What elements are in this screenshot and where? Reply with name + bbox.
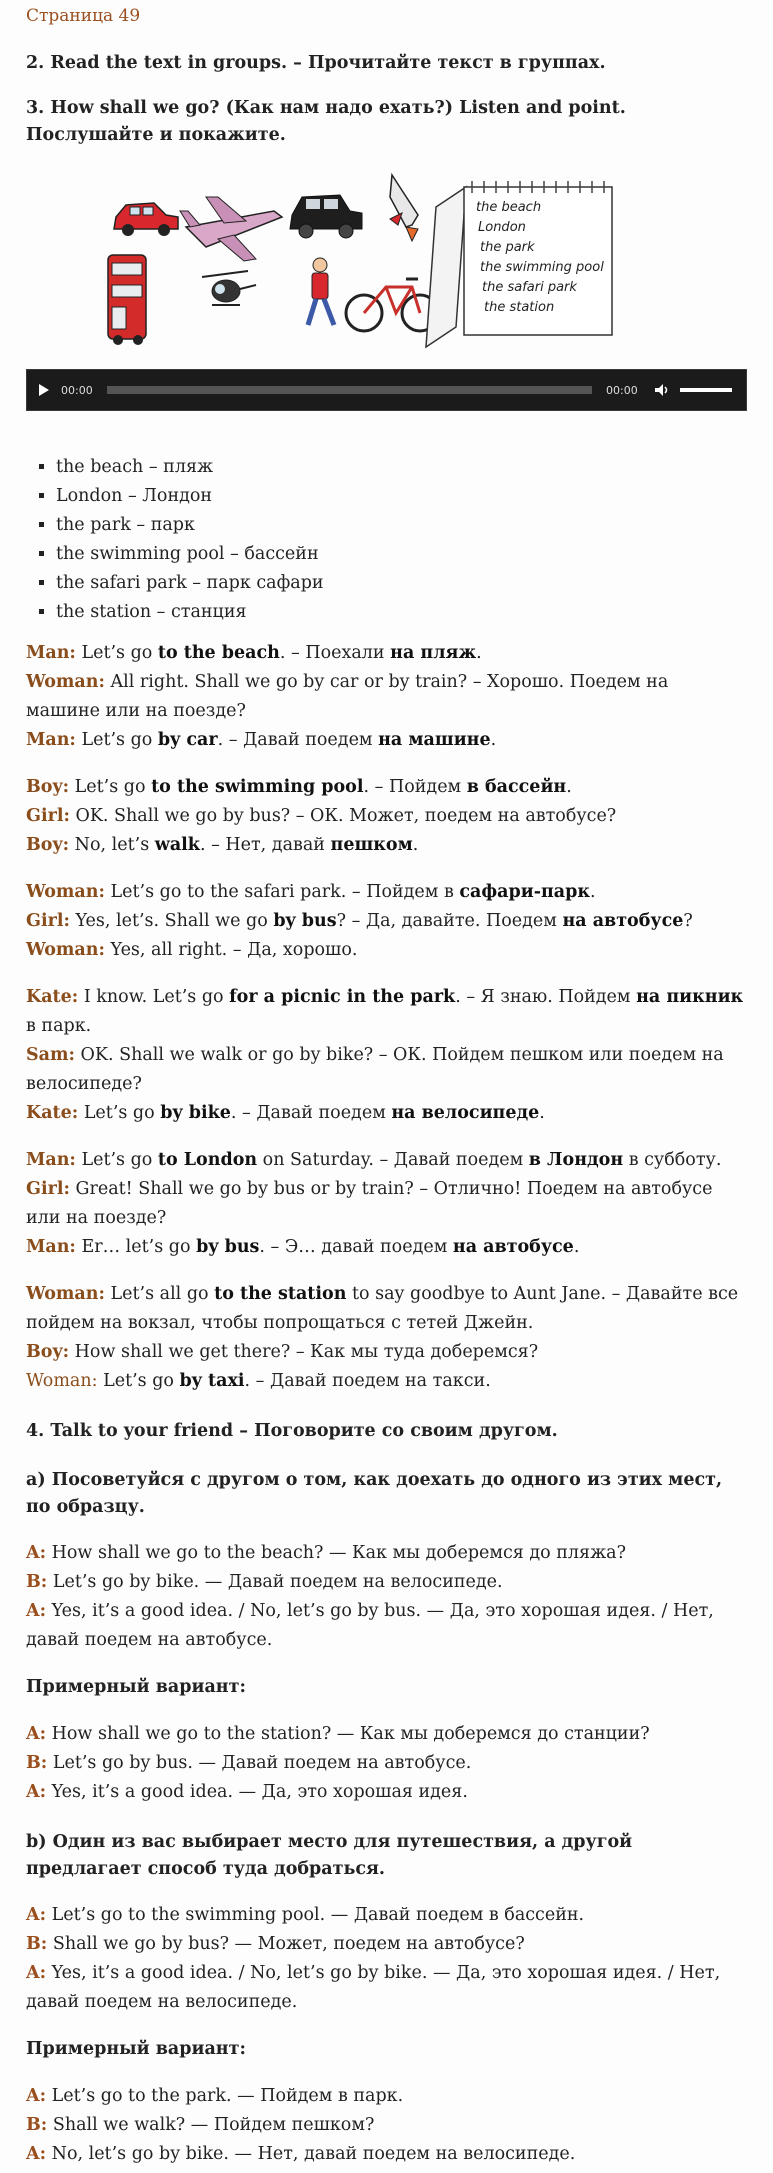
task-4a-example [26, 1539, 747, 1655]
current-time: 00:00 [61, 383, 93, 397]
task-4b-sample [26, 2082, 747, 2169]
speaker-label: Woman: [26, 882, 105, 902]
line-text: Let’s go by bus. — Давай поедем на автобусе. [52, 1753, 472, 1773]
speaker-label: B: [26, 1753, 48, 1773]
line-text: Let’s go by bike. — Давай поедем на велосипеде. [52, 1572, 503, 1592]
dialogue-block [26, 878, 747, 965]
line-text: OK. Shall we go by bus? – ОК. Может, поедем на автобусе? [75, 806, 617, 826]
dialogue-line [26, 1749, 747, 1778]
emphasis-text: в бассейн [466, 777, 567, 797]
task-4-heading: 4. Talk to your friend – Поговорите со своим другом. [26, 1421, 558, 1441]
line-text: . [590, 882, 596, 902]
speaker-label: A: [26, 2086, 47, 2106]
vocabulary-list [26, 453, 747, 627]
line-text: OK. Shall we walk or go by bike? – ОК. Пойдем пешком или поедем на велосипеде? [26, 1045, 724, 1094]
line-text: Yes, it’s a good idea. — Да, это хорошая идея. [51, 1782, 468, 1802]
speaker-label: Woman: [26, 1371, 98, 1391]
progress-track[interactable] [107, 386, 592, 394]
line-text: . [566, 777, 572, 797]
line-text: . – Давай поедем на такси. [244, 1371, 491, 1391]
line-text: Er… let’s go [81, 1237, 197, 1257]
line-text: в субботу. [623, 1150, 722, 1170]
list-item: ▪ the safari park – парк сафари [56, 569, 747, 598]
line-text: в парк. [26, 1016, 92, 1036]
dialogue-line [26, 668, 747, 726]
dialogue-block [26, 773, 747, 860]
line-text: Let’s go [103, 1371, 180, 1391]
dialogue-line [26, 1597, 747, 1655]
dialogue-block [26, 1280, 747, 1396]
illustration-svg [106, 167, 696, 357]
speaker-label: B: [26, 2115, 48, 2135]
line-text: How shall we go to the station? — Как мы доберемся до станции? [51, 1724, 650, 1744]
speaker-label: Girl: [26, 911, 70, 931]
line-text: Let’s go [81, 1150, 158, 1170]
task-3-heading: 3. How shall we go? (Как нам надо ехать?) Listen and point. Послушайте и покажите. [26, 98, 626, 145]
speaker-label: B: [26, 1572, 48, 1592]
notepad-line: the park [480, 240, 535, 255]
dialogue-block [26, 1146, 747, 1262]
speaker-label: A: [26, 1601, 47, 1621]
list-item: ▪ the station – станция [56, 598, 747, 627]
emphasis-text: to London [157, 1150, 258, 1170]
line-text: All right. Shall we go by car or by train? – Хорошо. Поедем на машине или на поезде? [26, 672, 669, 721]
line-text: to say goodbye to Aunt Jane. – Давайте все пойдем на вокзал, чтобы попрощаться с тетей Джейн. [26, 1284, 739, 1333]
task-4a-heading: а) Посоветуйся с другом о том, как доехать до одного из этих мест, по образцу. [26, 1470, 723, 1517]
speaker-label: B: [26, 1934, 48, 1954]
line-text: Let’s go [83, 1103, 161, 1123]
speaker-label: A: [26, 1905, 47, 1925]
line-text: ? – Да, давайте. Поедем [336, 911, 563, 931]
dialogues [26, 639, 747, 1396]
emphasis-text: by bike [160, 1103, 231, 1123]
dialogue-line [26, 1367, 747, 1396]
task-4b-heading: b) Один из вас выбирает место для путешествия, а другой предлагает способ туда добраться. [26, 1832, 633, 1879]
dialogue-line [26, 1778, 747, 1807]
notepad-line: London [478, 220, 526, 235]
line-text: Let’s go [74, 777, 152, 797]
speaker-label: Man: [26, 1150, 76, 1170]
line-text: No, let’s go by bike. — Нет, давай поедем на велосипеде. [51, 2144, 576, 2164]
emphasis-text: by bus [273, 911, 337, 931]
audio-player [26, 369, 747, 411]
task-2-heading: 2. Read the text in groups. – Прочитайте текст в группах. [26, 53, 606, 73]
list-item: ▪ the park – парк [56, 511, 747, 540]
red-car-icon [114, 203, 178, 236]
speaker-label: A: [26, 1963, 47, 1983]
dialogue-line [26, 2140, 747, 2169]
play-button[interactable] [27, 383, 61, 397]
emphasis-text: for a picnic in the park [229, 987, 456, 1007]
dialogue-line [26, 1959, 747, 2017]
line-text: . [412, 835, 419, 855]
page-label: Страница 49 [26, 6, 141, 26]
dialogue-line [26, 983, 747, 1041]
emphasis-text: walk [154, 835, 200, 855]
speaker-label: A: [26, 2144, 47, 2164]
rocket-icon [390, 175, 418, 241]
line-text: . [539, 1103, 545, 1123]
dialogue-line [26, 802, 747, 831]
emphasis-text: на пляж [390, 643, 477, 663]
line-text: Let’s go to the park. — Пойдем в парк. [51, 2086, 404, 2106]
dialogue-line [26, 936, 747, 965]
line-text: Yes, all right. – Да, хорошо. [110, 940, 358, 960]
speaker-label: Girl: [26, 1179, 70, 1199]
line-text: Shall we walk? — Пойдем пешком? [52, 2115, 375, 2135]
duration-time: 00:00 [606, 383, 638, 397]
line-text: Let’s go [81, 643, 158, 663]
emphasis-text: to the station [214, 1284, 347, 1304]
line-text: Great! Shall we go by bus or by train? – Отлично! Поедем на автобусе или на поезде? [26, 1179, 713, 1228]
task-4b-example [26, 1901, 747, 2017]
emphasis-text: сафари-парк [459, 882, 591, 902]
line-text: Yes, let’s. Shall we go [75, 911, 274, 931]
notepad-line: the swimming pool [480, 260, 604, 275]
dialogue-line [26, 2082, 747, 2111]
list-item: ▪ the swimming pool – бассейн [56, 540, 747, 569]
emphasis-text: на велосипеде [391, 1103, 540, 1123]
dialogue-line [26, 1280, 747, 1338]
speaker-label: Woman: [26, 940, 105, 960]
line-text: . [490, 730, 497, 750]
speaker-label: A: [26, 1543, 47, 1563]
taxi-icon [290, 195, 362, 238]
airplane-icon [180, 197, 282, 261]
speaker-label: Kate: [26, 987, 79, 1007]
speaker-label: Woman: [26, 672, 105, 692]
emphasis-text: на автобусе [452, 1237, 574, 1257]
line-text: . – Давай поедем [230, 1103, 392, 1123]
line-text: . [476, 643, 482, 663]
line-text: No, let’s [74, 835, 155, 855]
dialogue-line [26, 1930, 747, 1959]
dialogue-line [26, 1099, 747, 1128]
line-text: Let’s go [81, 730, 158, 750]
sample-label: Примерный вариант: [26, 1677, 246, 1697]
speaker-label: A: [26, 1724, 47, 1744]
line-text: . – Я знаю. Пойдем [455, 987, 637, 1007]
volume-slider[interactable] [680, 388, 732, 392]
dialogue-line [26, 1901, 747, 1930]
speaker-label: Man: [26, 1237, 76, 1257]
line-text: Let’s go to the swimming pool. — Давай поедем в бассейн. [51, 1905, 585, 1925]
speaker-label: Boy: [26, 777, 70, 797]
line-text: Yes, it’s a good idea. / No, let’s go by bus. — Да, это хорошая идея. / Нет, давай поедем на автобусе. [26, 1601, 714, 1650]
dialogue-line [26, 1233, 747, 1262]
speaker-label: Boy: [26, 835, 70, 855]
emphasis-text: на пикник [636, 987, 744, 1007]
dialogue-line [26, 2111, 747, 2140]
list-item: ▪ London – Лондон [56, 482, 747, 511]
helicopter-icon [202, 271, 256, 305]
line-text: on Saturday. – Давай поедем [257, 1150, 529, 1170]
dialogue-line [26, 907, 747, 936]
line-text: . – Давай поедем [217, 730, 379, 750]
bicycle-icon [346, 279, 438, 331]
play-icon [38, 383, 50, 397]
notepad-line: the station [484, 300, 555, 315]
sample-label: Примерный вариант: [26, 2039, 246, 2059]
emphasis-text: пешком [330, 835, 413, 855]
dialogue-line [26, 1041, 747, 1099]
speaker-label: Boy: [26, 1342, 70, 1362]
emphasis-text: в Лондон [528, 1150, 624, 1170]
dialogue-line [26, 1146, 747, 1175]
emphasis-text: to the swimming pool [151, 777, 364, 797]
walking-person-icon [308, 258, 334, 325]
dialogue-line [26, 639, 747, 668]
emphasis-text: by car [157, 730, 218, 750]
dialogue-line [26, 831, 747, 860]
task-4a-sample [26, 1720, 747, 1807]
speaker-label: A: [26, 1782, 47, 1802]
line-text: I know. Let’s go [83, 987, 230, 1007]
line-text: Yes, it’s a good idea. / No, let’s go by bike. — Да, это хорошая идея. / Нет, давай поедем на велосипеде. [26, 1963, 721, 2012]
notepad-line: the beach [476, 200, 542, 215]
line-text: Let’s go to the safari park. – Пойдем в [110, 882, 460, 902]
line-text: . – Пойдем [363, 777, 467, 797]
emphasis-text: на автобусе [562, 911, 684, 931]
line-text: ? [683, 911, 693, 931]
dialogue-line [26, 1539, 747, 1568]
speaker-label: Kate: [26, 1103, 79, 1123]
line-text: . [573, 1237, 580, 1257]
line-text: Shall we go by bus? — Может, поедем на автобусе? [52, 1934, 525, 1954]
speaker-label: Woman: [26, 1284, 105, 1304]
line-text: How shall we go to the beach? — Как мы доберемся до пляжа? [51, 1543, 626, 1563]
dialogue-line [26, 1175, 747, 1233]
volume-icon [654, 383, 670, 397]
line-text: . – Э… давай поедем [259, 1237, 453, 1257]
notepad-icon [426, 181, 612, 347]
dialogue-line [26, 1720, 747, 1749]
emphasis-text: to the beach [157, 643, 280, 663]
dialogue-line [26, 726, 747, 755]
dialogue-block [26, 983, 747, 1128]
page-content [0, 4, 773, 2169]
line-text: How shall we get there? – Как мы туда доберемся? [74, 1342, 539, 1362]
dialogue-line [26, 1568, 747, 1597]
bus-icon [108, 255, 146, 345]
dialogue-line [26, 1338, 747, 1367]
speaker-label: Girl: [26, 806, 70, 826]
line-text: . – Нет, давай [199, 835, 331, 855]
line-text: . – Поехали [279, 643, 391, 663]
dialogue-line [26, 773, 747, 802]
speaker-label: Man: [26, 643, 76, 663]
speaker-label: Man: [26, 730, 76, 750]
dialogue-line [26, 878, 747, 907]
notepad-line: the safari park [482, 280, 577, 295]
emphasis-text: by bus [196, 1237, 260, 1257]
speaker-label: Sam: [26, 1045, 75, 1065]
transport-illustration [26, 167, 747, 357]
line-text: Let’s all go [110, 1284, 215, 1304]
emphasis-text: на машине [378, 730, 491, 750]
dialogue-block [26, 639, 747, 755]
mute-button[interactable] [648, 383, 676, 397]
list-item: ▪ the beach – пляж [56, 453, 747, 482]
emphasis-text: by taxi [179, 1371, 245, 1391]
